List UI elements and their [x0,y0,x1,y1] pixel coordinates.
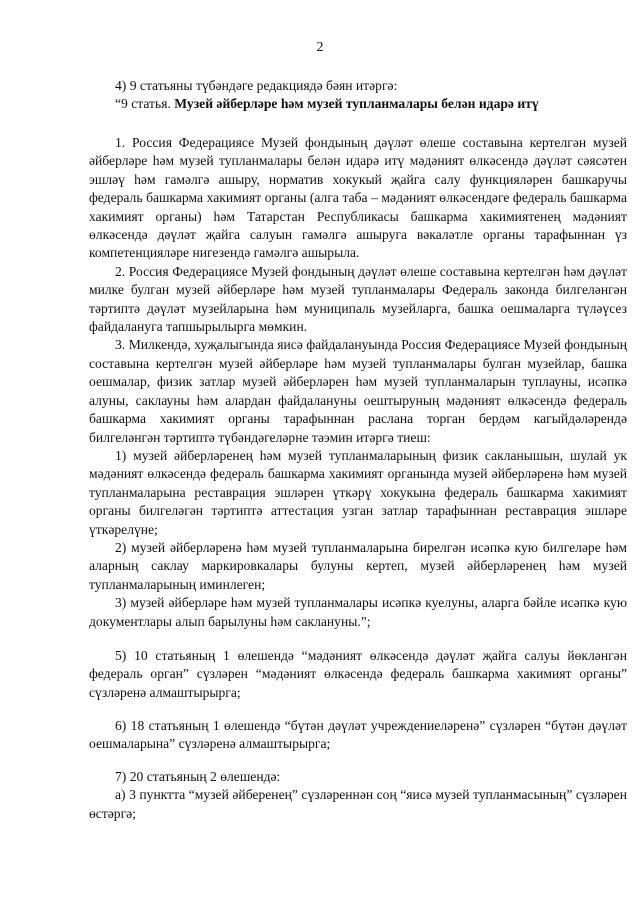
body-section-7 [89,768,627,823]
paragraph-3: 3. Милкендә, хуҗалыгында яисә файдалануында Россия Федерациясе Музей фондының составына кертелгән музей әйберләре һәм музей тупланмалары булган музейлар, башка оешмалар, физик затлар музей әйберләрен һәм музей тупланмаларын туплауны, исәпкә алуны, саклауны һәм алардан файдалануны оештыруның мәдәният өлкәсендә федераль башкарма хакимият органы тарафыннан раслана торган бердәм кагыйдәләрендә билгеләнгән тәртиптә түбәндәгеләрне тәэмин итәргә тиеш: [89,337,627,445]
paragraph-1: 1. Россия Федерациясе Музей фондының дәүләт өлеше составына кертелгән музей әйберләре һәм музей тупланмалары белән идарә итү мәдәният өлкәсендә дәүләт сәясәтен эшләү һәм гамәлгә ашыру, норматив хокукый җайга салу функцияләрен башкаручы федераль башкарма хакимият органы (алга таба – мәдәният өлкәсендәге федераль башкарма хакимият органы) һәм Татарстан Республикасы башкарма хакимиятенең мәдәният өлкәсендә дәүләт җайга салуын гамәлгә ашыруга вәкаләтле органы тарафыннан үз компетенцияләре нигезендә гамәлгә ашырыла. [89,135,627,261]
paragraph-7: 7) 20 статьяның 2 өлешендә: [115,769,281,784]
page-number: 2 [316,40,324,55]
intro-line: 4) 9 статьяны түбәндәге редакциядә бәян итәргә: [115,78,398,93]
paragraph-3-item-2: 2) музей әйберләренә һәм музей тупланмаларына бирелгән исәпкә кую билгеләре һәм аларның саклау маркировкалары булуны кертеп, музей әйберләренең һәм музей тупланмаларының иминлеген; [89,539,627,592]
article-title: Музей әйберләре һәм музей тупланмалары белән идарә итү [174,96,539,112]
article-header [89,77,627,114]
article-title-line [89,95,627,113]
paragraph-3-item-1: 1) музей әйберләренең һәм музей тупланмаларының физик сакланышын, шулай ук мәдәният өлкәсендә федераль башкарма хакимият органында музей әйберләренә һәм музей тупланмаларына реставрация эшләрен үткәрү хокукына федераль башкарма хакимият органы билгеләгән тәртиптә аттестация узган затлар тарафыннан реставрация эшләре үткәрелүне; [89,447,627,537]
paragraph-2: 2. Россия Федерациясе Музей фондының дәүләт өлеше составына кертелгән һәм дәүләт милке булган музей әйберләре һәм музей тупланмалары Федераль законда билгеләнгән тәртиптә дәүләт музейларына һәм муниципаль музейларга, башка оешмаларга түләүсез файдалануга тапшырылырга мөмкин. [89,263,627,335]
body-section-5 [89,647,627,702]
paragraph-3-item-3: 3) музей әйберләре һәм музей тупланмалары исәпкә куелуны, аларга бәйле исәпкә кую документлары алып барылуны һәм саклануны.”; [89,595,627,629]
article-prefix: “9 статья. [115,96,175,112]
body-section-6 [89,717,627,754]
body-section-1 [89,134,627,631]
paragraph-5: 5) 10 статьяның 1 өлешендә “мәдәният өлкәсендә дәүләт җайга салуы йөкләнгән федераль орган” сүзләрен “мәдәният өлкәсендә федераль башкарма хакимият органы” сүзләренә алмаштырырга; [89,648,627,700]
paragraph-7a: а) 3 пунктта “музей әйберенең” сүзләреннән соң “яисә музей тупланмасының” сүзләрен өстәргә; [89,787,627,821]
paragraph-6: 6) 18 статьяның 1 өлешендә “бүтән дәүләт учреждениеләренә” сүзләрен “бүтән дәүләт оешмаларына” сүзләренә алмаштырырга; [89,718,627,752]
